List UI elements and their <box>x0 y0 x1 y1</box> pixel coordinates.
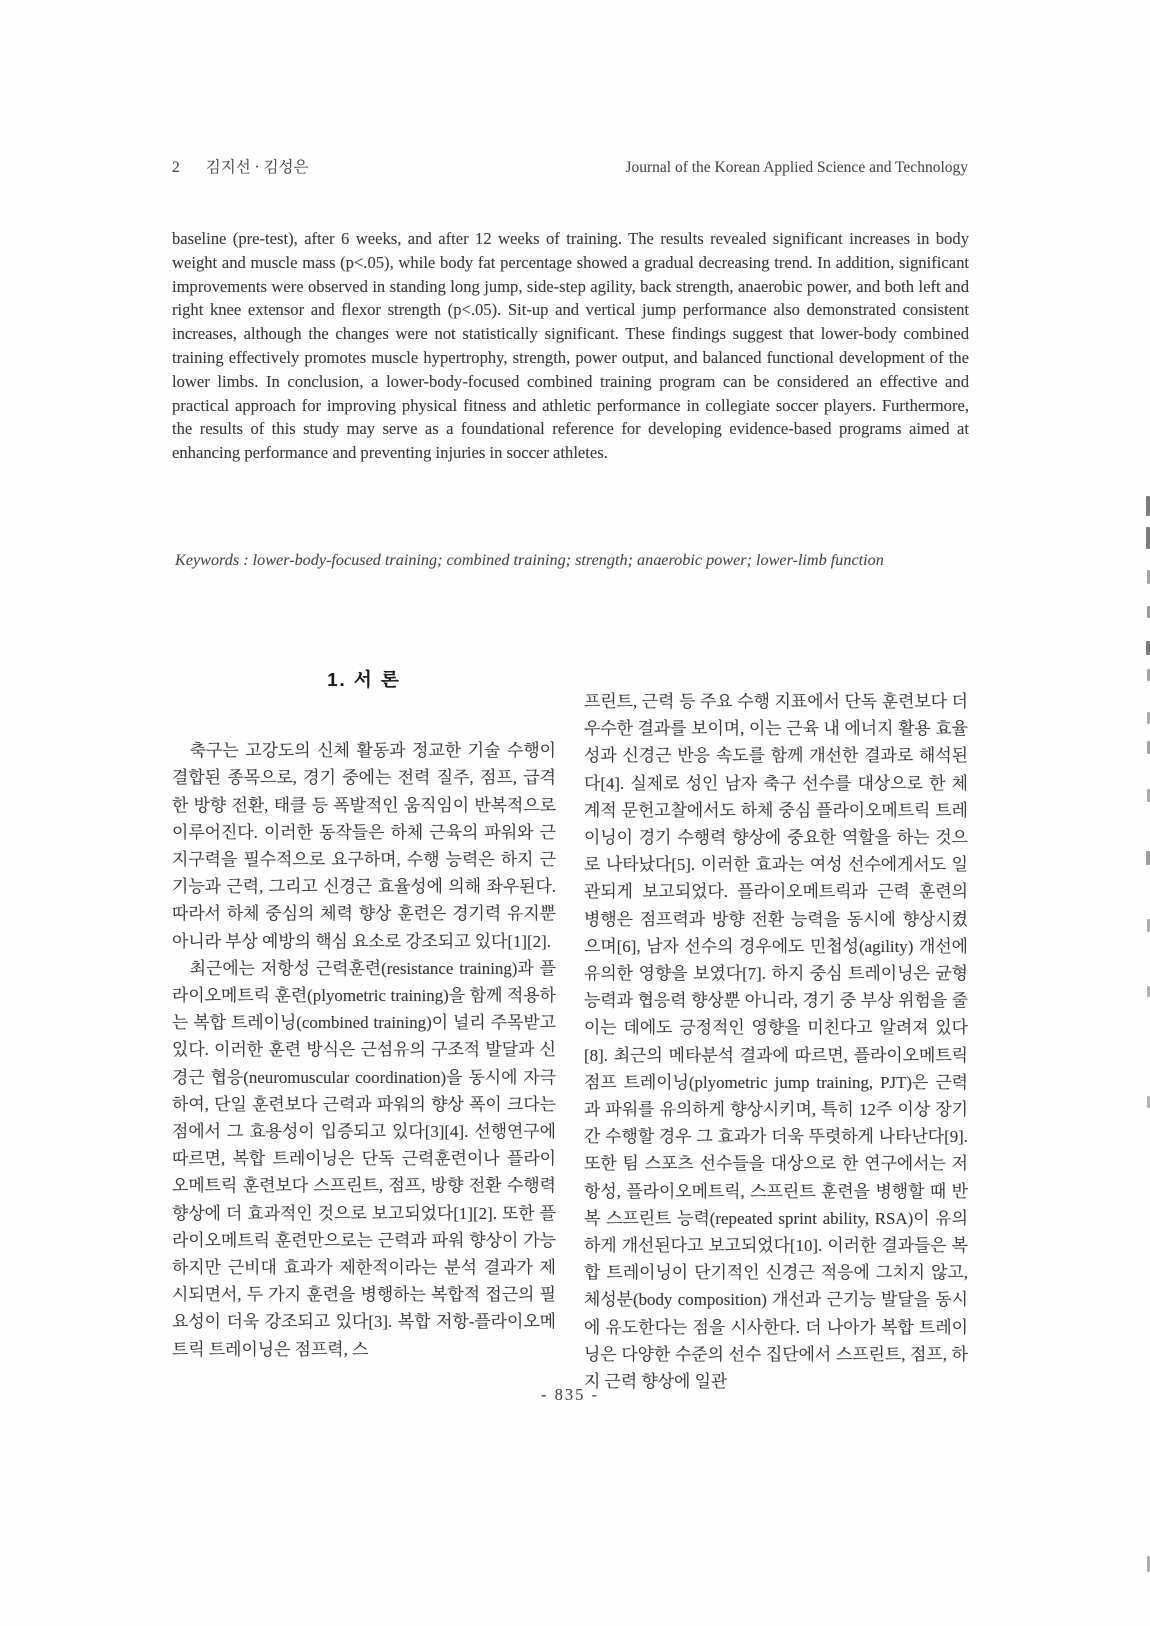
edge-artifact <box>1146 851 1150 865</box>
abstract-text: baseline (pre-test), after 6 weeks, and after 12 weeks of training. The results revealed significant increases in body weight and muscle mass (p<.05), while body fat percentage showed a gradual decreasing trend. In addition, significant improvements were observed in standing long jump, side-step agility, back strength, anaerobic power, and both left and right knee extensor and flexor strength (p<.05). Sit-up and vertical jump performance also demonstrated consistent increases, although the changes were not statistically significant. These findings suggest that lower-body combined training effectively promotes muscle hypertrophy, strength, power output, and balanced functional development of the lower limbs. In conclusion, a lower-body-focused combined training program can be considered an effective and practical approach for improving physical fitness and athletic performance in collegiate soccer players. Furthermore, the results of this study may serve as a foundational reference for developing evidence-based programs aimed at enhancing performance and preventing injuries in soccer athletes. <box>172 229 969 463</box>
intro-left-column <box>172 666 556 1363</box>
edge-artifact <box>1146 527 1150 549</box>
header-authors: 김지선 · 김성은 <box>205 159 309 176</box>
keywords-line <box>175 548 1068 573</box>
keywords-label: Keywords : <box>175 551 253 569</box>
section-heading-introduction: 1. 서 론 <box>327 669 401 690</box>
header-page-number: 2 <box>172 159 180 176</box>
keywords-list: lower-body-focused training; combined training; strength; anaerobic power; lower-limb function <box>252 551 884 569</box>
header-journal-title: Journal of the Korean Applied Science and Technology <box>625 159 968 176</box>
intro-right-column <box>584 688 968 1395</box>
footer-page-number: - 835 - <box>541 1385 599 1404</box>
edge-artifact <box>1146 641 1150 655</box>
intro-paragraph: 축구는 고강도의 신체 활동과 정교한 기술 수행이 결합된 종목으로, 경기 중에는 전력 질주, 점프, 급격한 방향 전환, 태클 등 폭발적인 움직임이 반복적으로 이루어진다. 이러한 동작들은 하체 근육의 파워와 근지구력을 필수적으로 요구하며, 수행 능력은 하지 근기능과 근력, 그리고 신경근 효율성에 의해 좌우된다. 따라서 하체 중심의 체력 향상 훈련은 경기력 유지뿐 아니라 부상 예방의 핵심 요소로 강조되고 있다[1][2]. <box>172 741 556 951</box>
running-head <box>172 155 968 177</box>
intro-paragraph: 프린트, 근력 등 주요 수행 지표에서 단독 훈련보다 더 우수한 결과를 보이며, 이는 근육 내 에너지 활용 효율성과 신경근 반응 속도를 함께 개선한 결과로 해석된다[4]. 실제로 성인 남자 축구 선수를 대상으로 한 체계적 문헌고찰에서도 하체 중심 플라이오메트릭 트레이닝이 경기 수행력 향상에 중요한 역할을 하는 것으로 나타났다[5]. 이러한 효과는 여성 선수에게서도 일관되게 보고되었다. 플라이오메트릭과 근력 훈련의 병행은 점프력과 방향 전환 능력을 동시에 향상시켰으며[6], 남자 선수의 경우에도 민첩성(agility) 개선에 유의한 영향을 보였다[7]. 하지 중심 트레이닝은 균형 능력과 협응력 향상뿐 아니라, 경기 중 부상 위험을 줄이는 데에도 긍정적인 영향을 미친다고 알려져 있다[8]. 최근의 메타분석 결과에 따르면, 플라이오메트릭 점프 트레이닝(plyometric jump training, PJT)은 근력과 파워를 유의하게 향상시키며, 특히 12주 이상 장기간 수행할 경우 그 효과가 더욱 뚜렷하게 나타난다[9]. 또한 팀 스포츠 선수들을 대상으로 한 연구에서는 저항성, 플라이오메트릭, 스프린트 훈련을 병행할 때 반복 스프린트 능력(repeated sprint ability, RSA)이 유의하게 개선된다고 보고되었다[10]. 이러한 결과들은 복합 트레이닝이 단기적인 신경근 적응에 그치지 않고, 체성분(body composition) 개선과 근기능 발달을 동시에 유도한다는 점을 시사한다. 더 나아가 복합 트레이닝은 다양한 수준의 선수 집단에서 스프린트, 점프, 하지 근력 향상에 일관 <box>584 692 968 1392</box>
intro-paragraph: 최근에는 저항성 근력훈련(resistance training)과 플라이오메트릭 훈련(plyometric training)을 함께 적용하는 복합 트레이닝(combined training)이 널리 주목받고 있다. 이러한 훈련 방식은 근섬유의 구조적 발달과 신경근 협응(neuromuscular coordination)을 동시에 자극하여, 단일 훈련보다 근력과 파워의 향상 폭이 크다는 점에서 그 효용성이 입증되고 있다[3][4]. 선행연구에 따르면, 복합 트레이닝은 단독 근력훈련이나 플라이오메트릭 훈련보다 스프린트, 점프, 방향 전환 수행력 향상에 더 효과적인 것으로 보고되었다[1][2]. 또한 플라이오메트릭 훈련만으로는 근력과 파워 향상이 가능하지만 근비대 효과가 제한적이라는 분석 결과가 제시되면서, 두 가지 훈련을 병행하는 복합적 접근의 필요성이 더욱 강조되고 있다[3]. 복합 저항-플라이오메트릭 트레이닝은 점프력, 스 <box>172 958 556 1359</box>
edge-artifact <box>1146 496 1150 516</box>
running-head-left <box>172 155 309 177</box>
